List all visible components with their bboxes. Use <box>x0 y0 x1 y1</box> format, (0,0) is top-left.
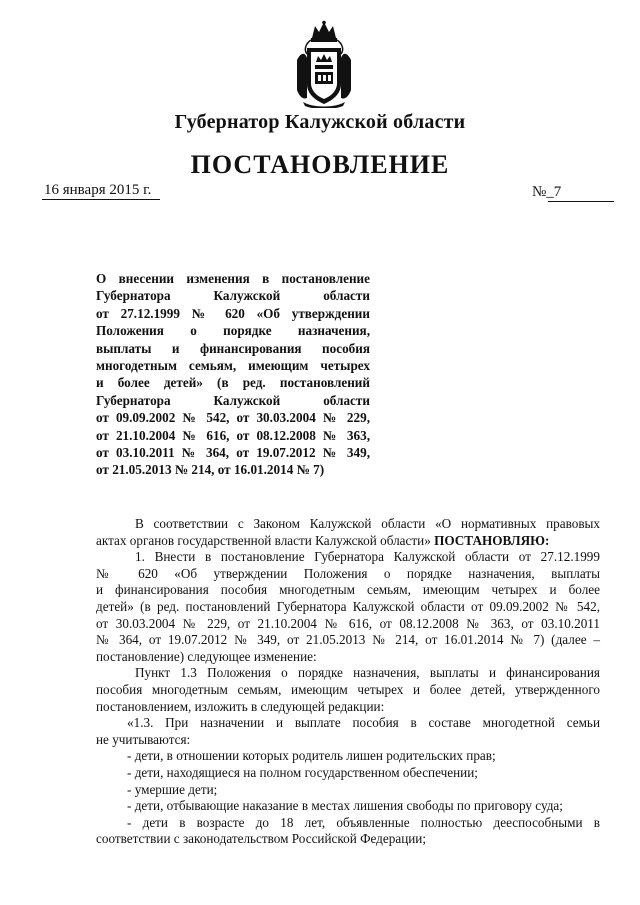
title-line: от 21.10.2004 № 616, от 08.12.2008 № 363, <box>96 427 370 443</box>
number-underline <box>548 201 614 202</box>
kaluga-coat-of-arms-icon <box>295 20 353 108</box>
title-line: Губернатора Калужской области <box>96 288 370 304</box>
title-line: от 27.12.1999 № 620 «Об утверждении <box>96 305 370 321</box>
body-line: № 364, от 19.07.2012 № 349, от 21.05.2013 № 214, от 16.01.2014 № 7) (далее – <box>96 632 600 648</box>
title-line: О внесении изменения в постановление <box>96 271 370 286</box>
body-line: от 30.03.2004 № 229, от 21.10.2004 № 616, от 08.12.2008 № 363, от 03.10.2011 <box>96 615 600 631</box>
title-line: и более детей» (в ред. постановлений <box>96 375 370 391</box>
body-line: не учитываются: <box>96 731 191 747</box>
body-line: пособия многодетным семьям, имеющим четырех и более детей, утвержденного <box>96 681 600 697</box>
decree-subject-title <box>96 270 370 479</box>
body-text: актах органов государственной власти Калужской области» <box>96 532 431 548</box>
title-line: от 21.05.2013 № 214, от 16.01.2014 № 7) <box>96 462 325 478</box>
title-line: Положения о порядке назначения, <box>96 323 370 339</box>
list-item: - дети, в отношении которых родитель лишен родительских прав; <box>127 748 496 764</box>
body-line: постановление) следующее изменение: <box>96 648 317 664</box>
title-line: выплаты и финансирования пособия <box>96 340 370 356</box>
document-body <box>96 516 600 848</box>
body-line: соответствии с законодательством Российской Федерации; <box>96 831 427 847</box>
body-line: № 620 «Об утверждении Положения о порядке назначения, выплаты <box>96 565 600 581</box>
list-item: - дети, отбывающие наказание в местах лишения свободы по приговору суда; <box>127 798 563 814</box>
list-item: - умершие дети; <box>127 781 218 797</box>
title-line: Губернатора Калужской области <box>96 392 370 408</box>
body-line: и финансирования пособия многодетным семьям, имеющим четырех и более <box>96 582 600 598</box>
body-line: Пункт 1.3 Положения о порядке назначения, выплаты и финансирования <box>135 665 600 681</box>
body-line <box>96 533 600 550</box>
list-item: - дети, находящиеся на полном государственном обеспечении; <box>127 764 478 780</box>
body-line: 1. Внести в постановление Губернатора Калужской области от 27.12.1999 <box>135 549 600 565</box>
title-line: многодетным семьям, имеющим четырех <box>96 358 370 374</box>
decree-date: 16 января 2015 г. <box>44 182 152 198</box>
title-line: от 09.09.2002 № 542, от 30.03.2004 № 229, <box>96 410 370 426</box>
body-line: детей» (в ред. постановлений Губернатора Калужской области от 09.09.2002 № 542, <box>96 598 600 614</box>
date-underline <box>42 199 160 200</box>
body-line: «1.3. При назначении и выплате пособия в составе многодетной семьи <box>127 715 600 731</box>
body-line: постановлением, изложить в следующей редакции: <box>96 698 385 714</box>
document-type-title: ПОСТАНОВЛЕНИЕ <box>190 150 450 179</box>
title-line: от 03.10.2011 № 364, от 19.07.2012 № 349, <box>96 445 370 461</box>
body-line: В соответствии с Законом Калужской области «О нормативных правовых <box>135 516 600 531</box>
list-item: - дети в возрасте до 18 лет, объявленные полностью дееспособными в <box>127 814 600 830</box>
resolution-word: ПОСТАНОВЛЯЮ: <box>434 532 550 548</box>
governor-heading: Губернатор Калужской области <box>174 111 466 133</box>
decree-number: №_7 <box>532 184 562 200</box>
